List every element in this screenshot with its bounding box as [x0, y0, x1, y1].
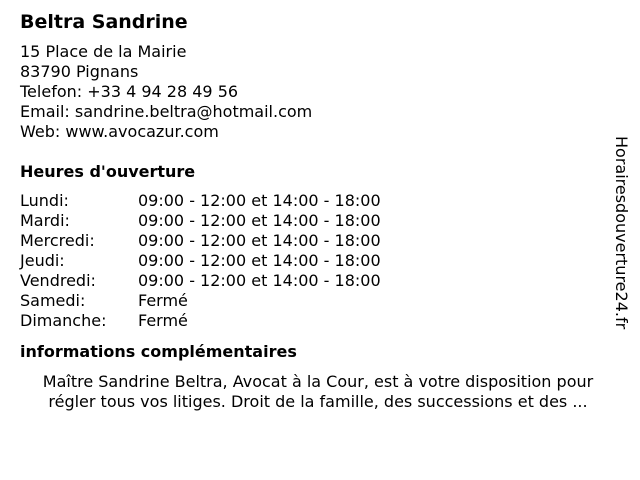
hours-row	[20, 271, 381, 291]
email-line	[20, 102, 610, 122]
hours-time: 09:00 - 12:00 et 14:00 - 18:00	[138, 251, 381, 270]
hours-time: 09:00 - 12:00 et 14:00 - 18:00	[138, 231, 381, 250]
brand-watermark: Horairesdouverture24.fr	[612, 136, 631, 330]
hours-time: Fermé	[138, 291, 188, 310]
web-line	[20, 122, 610, 142]
hours-time: 09:00 - 12:00 et 14:00 - 18:00	[138, 211, 381, 230]
hours-time: 09:00 - 12:00 et 14:00 - 18:00	[138, 191, 381, 210]
website-link[interactable]: www.avocazur.com	[65, 122, 219, 141]
hours-time: Fermé	[138, 311, 188, 330]
address-line-1: 15 Place de la Mairie	[20, 42, 187, 61]
hours-row	[20, 291, 381, 311]
hours-row	[20, 211, 381, 231]
hours-day: Mercredi:	[20, 231, 95, 250]
hours-day: Mardi:	[20, 211, 70, 230]
address-line-2: 83790 Pignans	[20, 62, 139, 81]
email-address[interactable]: sandrine.beltra@hotmail.com	[74, 102, 313, 121]
email-label: Email:	[20, 102, 70, 121]
business-name: Beltra Sandrine	[20, 11, 188, 33]
phone-label: Telefon:	[20, 82, 83, 101]
info-description	[18, 372, 618, 412]
info-line-2: régler tous vos litiges. Droit de la famille, des successions et des ...	[48, 392, 588, 411]
hours-row	[20, 251, 381, 271]
hours-title: Heures d'ouverture	[20, 162, 196, 181]
hours-row	[20, 191, 381, 211]
hours-day: Jeudi:	[20, 251, 65, 270]
web-label: Web:	[20, 122, 61, 141]
hours-day: Vendredi:	[20, 271, 96, 290]
phone-number[interactable]: +33 4 94 28 49 56	[87, 82, 239, 101]
hours-day: Lundi:	[20, 191, 69, 210]
info-title: informations complémentaires	[20, 342, 297, 361]
phone-line	[20, 82, 610, 102]
hours-day: Samedi:	[20, 291, 86, 310]
hours-day: Dimanche:	[20, 311, 107, 330]
hours-time: 09:00 - 12:00 et 14:00 - 18:00	[138, 271, 381, 290]
business-card	[20, 8, 610, 412]
hours-row	[20, 231, 381, 251]
info-line-1: Maître Sandrine Beltra, Avocat à la Cour, est à votre disposition pour	[42, 372, 594, 391]
hours-table	[20, 191, 381, 331]
hours-row	[20, 311, 381, 331]
